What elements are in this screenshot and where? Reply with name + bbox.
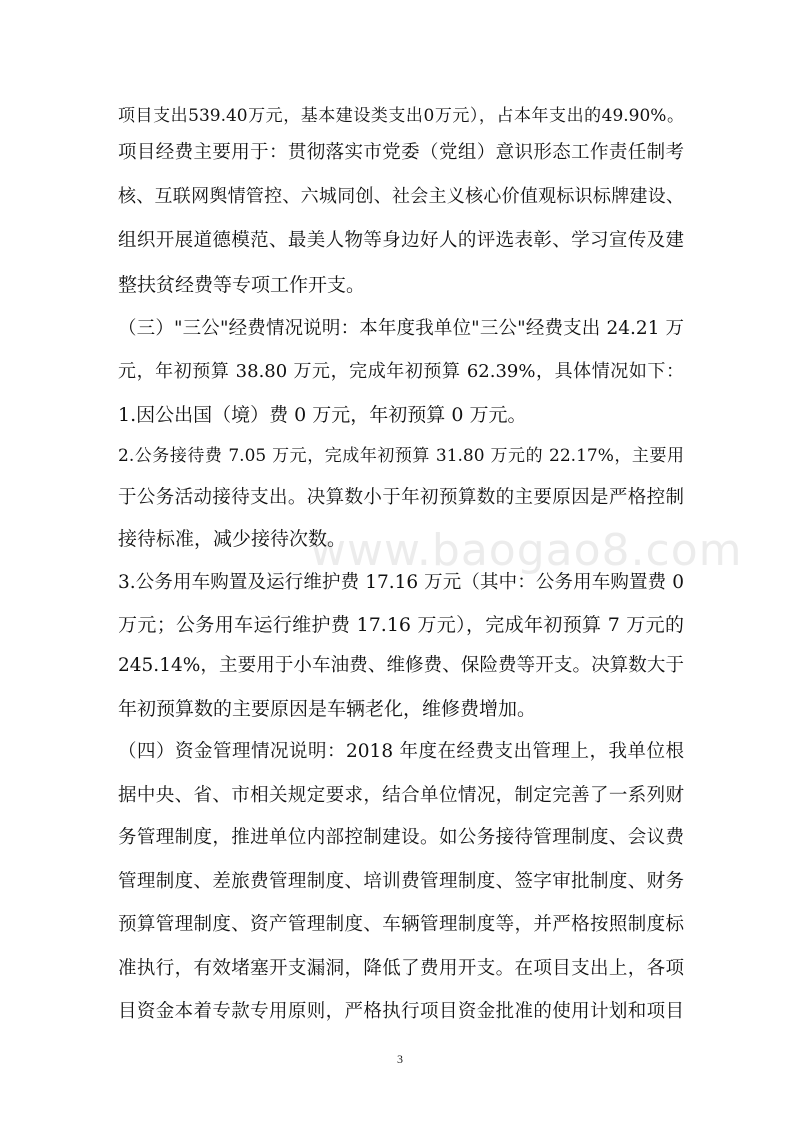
text-line: 目资金本着专款专用原则，严格执行项目资金批准的使用计划和项目: [118, 1001, 684, 1022]
text-line: 整扶贫经费等专项工作开支。: [118, 274, 366, 296]
text-line: （四）资金管理情况说明：2018 年度在经费支出管理上，我单位根: [118, 741, 684, 762]
text-line: 3.公务用车购置及运行维护费 17.16 万元（其中：公务用车购置费 0: [118, 572, 684, 593]
text-line: 预算管理制度、资产管理制度、车辆管理制度等，并严格按照制度标: [118, 914, 684, 935]
text-line: 接待标准，减少接待次数。: [118, 528, 347, 550]
text-line: 务管理制度，推进单位内部控制建设。如公务接待管理制度、会议费: [118, 827, 684, 848]
text-line: 项目支出539.40万元，基本建设类支出0万元），占本年支出的49.90%。: [118, 106, 684, 126]
text-line: （三）"三公"经费情况说明：本年度我单位"三公"经费支出 24.21 万: [118, 318, 684, 339]
text-line: 项目经费主要用于：贯彻落实市党委（党组）意识形态工作责任制考: [118, 142, 684, 163]
text-line: 245.14%，主要用于小车油费、维修费、保险费等开支。决算数大于: [118, 655, 684, 676]
text-line: 2.公务接待费 7.05 万元，完成年初预算 31.80 万元的 22.17%，主要用: [118, 446, 684, 466]
text-line: 元，年初预算 38.80 万元，完成年初预算 62.39%，具体情况如下：: [118, 361, 684, 382]
text-line: 核、互联网舆情管控、六城同创、社会主义核心价值观标识标牌建设、: [118, 186, 684, 207]
text-line: 组织开展道德模范、最美人物等身边好人的评选表彰、学习宣传及建: [118, 230, 684, 251]
text-line: 据中央、省、市相关规定要求，结合单位情况，制定完善了一系列财: [118, 785, 684, 806]
text-line: 万元；公务用车运行维护费 17.16 万元），完成年初预算 7 万元的: [118, 614, 684, 636]
text-line: 1.因公出国（境）费 0 万元，年初预算 0 万元。: [118, 404, 527, 426]
text-line: 年初预算数的主要原因是车辆老化，维修费增加。: [118, 698, 537, 720]
watermark: www.baogao8.com: [310, 525, 743, 576]
text-line: 于公务活动接待支出。决算数小于年初预算数的主要原因是严格控制: [118, 487, 684, 508]
text-line: 管理制度、差旅费管理制度、培训费管理制度、签字审批制度、财务: [118, 871, 684, 892]
text-line: 准执行，有效堵塞开支漏洞，降低了费用开支。在项目支出上，各项: [118, 958, 684, 979]
page-number: 3: [397, 1052, 403, 1066]
